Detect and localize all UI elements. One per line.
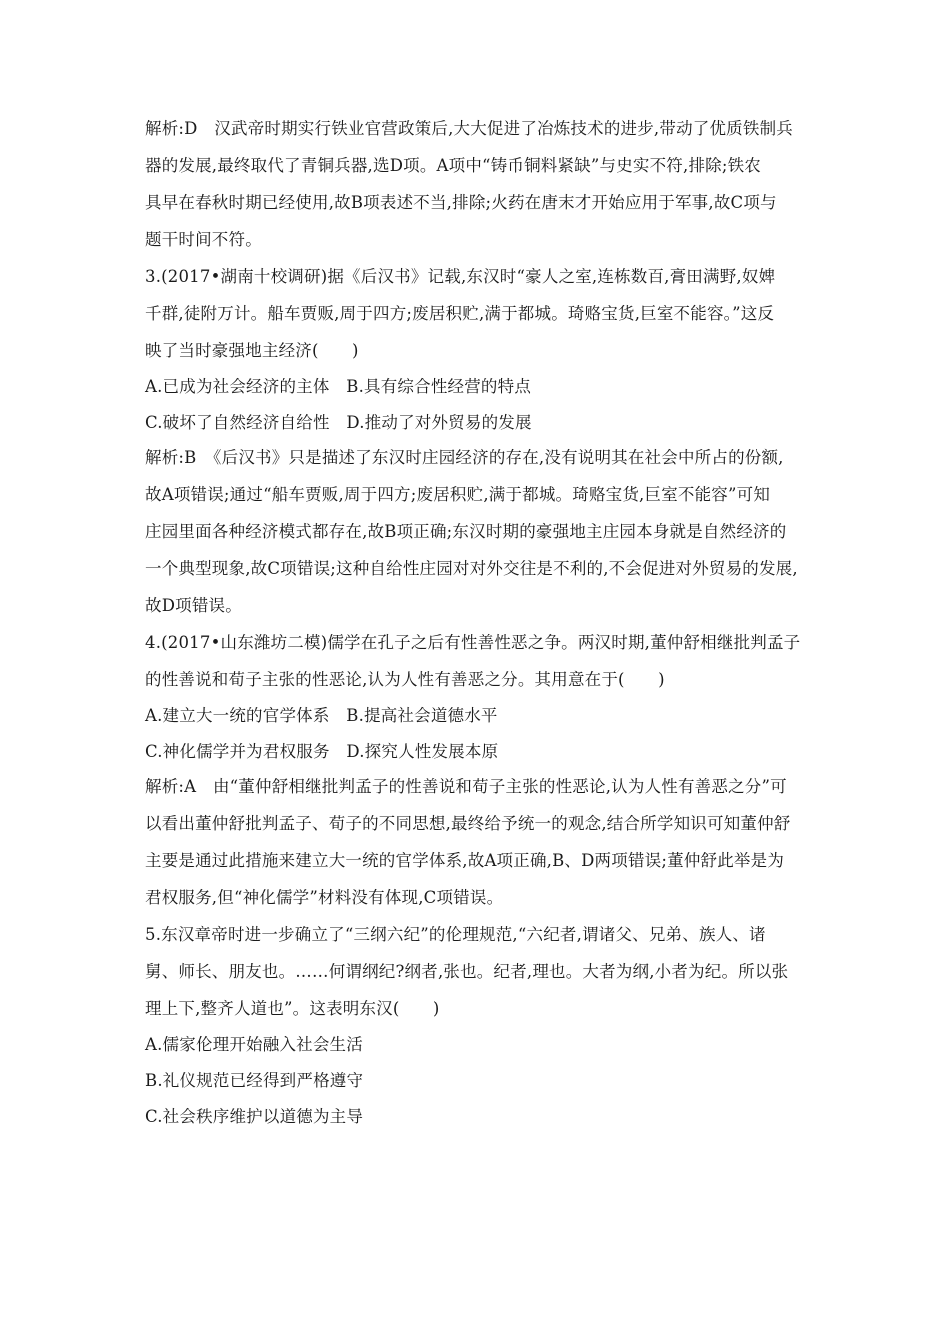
question-5-option-b: B.礼仪规范已经得到严格遵守 [145, 1071, 364, 1090]
question-5-stem [145, 924, 810, 1020]
question-4-stem [145, 632, 810, 691]
question-stem-line: 的性善说和荀子主张的性恶论,认为人性有善恶之分。其用意在于( ) [145, 670, 665, 689]
explanation-line: 一个典型现象,故C项错误;这种自给性庄园对对外交往是不利的,不会促进对外贸易的发展, [145, 559, 798, 578]
explanation-line: 解析:D 汉武帝时期实行铁业官营政策后,大大促进了冶炼技术的进步,带动了优质铁制兵 [145, 119, 793, 138]
question-stem-line: 舅、师长、朋友也。……何谓纲纪?纲者,张也。纪者,理也。大者为纲,小者为纪。所以张 [145, 962, 789, 981]
question-3-stem [145, 266, 810, 362]
question-5-option-a: A.儒家伦理开始融入社会生活 [145, 1035, 363, 1054]
question-stem-line: 映了当时豪强地主经济( ) [145, 341, 359, 360]
question-stem-line: 4.(2017•山东潍坊二模)儒学在孔子之后有性善性恶之争。两汉时期,董仲舒相继批判孟子 [145, 633, 801, 652]
explanation-line: 器的发展,最终取代了青铜兵器,选D项。A项中“铸币铜料紧缺”与史实不符,排除;铁农 [145, 156, 762, 175]
explanation-line: 故D项错误。 [145, 596, 242, 615]
explanation-line: 解析:B 《后汉书》只是描述了东汉时庄园经济的存在,没有说明其在社会中所占的份额, [145, 448, 784, 467]
question-3-option-cd: C.破坏了自然经济自给性 D.推动了对外贸易的发展 [145, 413, 532, 432]
explanation-line: 具早在春秋时期已经使用,故B项表述不当,排除;火药在唐末才开始应用于军事,故C项与 [145, 193, 777, 212]
question-stem-line: 理上下,整齐人道也”。这表明东汉( ) [145, 999, 440, 1018]
question-4-explanation [145, 776, 810, 909]
question-stem-line: 千群,徒附万计。船车贾贩,周于四方;废居积贮,满于都城。琦赂宝货,巨室不能容。”这反 [145, 304, 775, 323]
question-4-option-ab: A.建立大一统的官学体系 B.提高社会道德水平 [145, 706, 498, 725]
explanation-line: 解析:A 由“董仲舒相继批判孟子的性善说和荀子主张的性恶论,认为人性有善恶之分”可 [145, 777, 787, 796]
explanation-line: 题干时间不符。 [145, 230, 262, 249]
explanation-line: 主要是通过此措施来建立大一统的官学体系,故A项正确,B、D两项错误;董仲舒此举是为 [145, 851, 785, 870]
question-3-explanation [145, 447, 810, 617]
explanation-line: 庄园里面各种经济模式都存在,故B项正确;东汉时期的豪强地主庄园本身就是自然经济的 [145, 522, 787, 541]
explanation-line: 以看出董仲舒批判孟子、荀子的不同思想,最终给予统一的观念,结合所学知识可知董仲舒 [145, 814, 791, 833]
explanation-2 [145, 118, 810, 251]
question-stem-line: 3.(2017•湖南十校调研)据《后汉书》记载,东汉时“豪人之室,连栋数百,膏田满野,奴婢 [145, 267, 776, 286]
question-5-option-c: C.社会秩序维护以道德为主导 [145, 1107, 364, 1126]
question-stem-line: 5.东汉章帝时进一步确立了“三纲六纪”的伦理规范,“六纪者,谓诸父、兄弟、族人、诸 [145, 925, 766, 944]
explanation-line: 君权服务,但“神化儒学”材料没有体现,C项错误。 [145, 888, 504, 907]
explanation-line: 故A项错误;通过“船车贾贩,周于四方;废居积贮,满于都城。琦赂宝货,巨室不能容”可知 [145, 485, 771, 504]
document-page [145, 118, 810, 1128]
question-3-option-ab: A.已成为社会经济的主体 B.具有综合性经营的特点 [145, 377, 532, 396]
question-4-option-cd: C.神化儒学并为君权服务 D.探究人性发展本原 [145, 742, 499, 761]
